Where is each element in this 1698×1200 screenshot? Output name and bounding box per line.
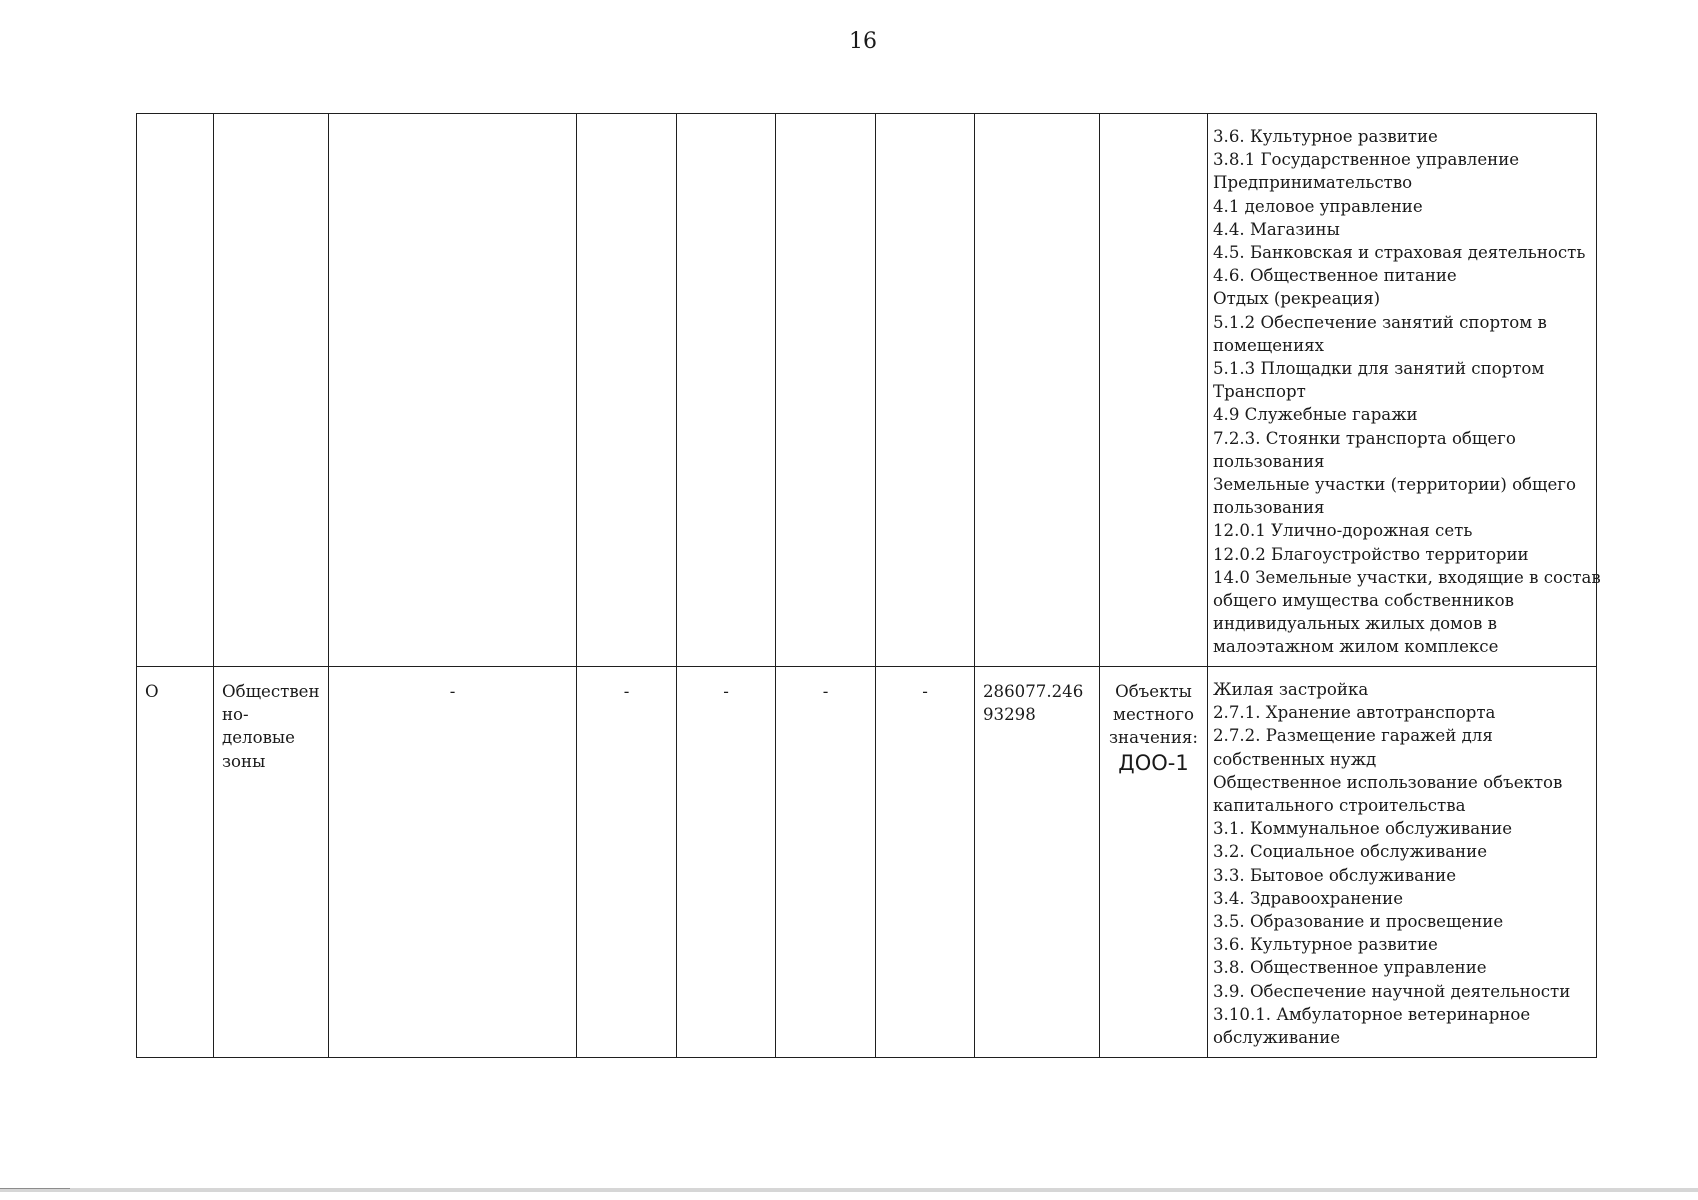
list-item: 3.1. Коммунальное обслуживание: [1213, 819, 1513, 839]
list-item: 3.2. Социальное обслуживание: [1213, 842, 1488, 862]
objects-cell: [1100, 114, 1208, 667]
list-item: 3.6. Культурное развитие: [1213, 127, 1438, 146]
list-item: 3.6. Культурное развитие: [1213, 935, 1438, 955]
list-item: Предпринимательство: [1213, 173, 1413, 193]
table-cell: [677, 114, 776, 667]
table-row: [137, 667, 1597, 1058]
list-item: капитального строительства: [1213, 796, 1466, 816]
list-item: Жилая застройка: [1213, 680, 1369, 699]
table-cell: -: [677, 667, 776, 1058]
table-cell: [577, 114, 677, 667]
list-item: пользования: [1213, 451, 1325, 471]
list-item: 3.10.1. Амбулаторное ветеринарное: [1213, 1004, 1531, 1024]
list-item: 12.0.2 Благоустройство территории: [1213, 544, 1529, 564]
zone-name-cell: Общественно-деловые зоны: [214, 667, 329, 1058]
list-item: обслуживание: [1213, 1028, 1341, 1048]
zone-name-cell: [214, 114, 329, 667]
scan-edge-rule: [0, 1188, 1698, 1192]
table-cell: [776, 114, 876, 667]
list-item: 3.5. Образование и просвещение: [1213, 912, 1504, 932]
list-item: индивидуальных жилых домов в: [1213, 614, 1497, 634]
table-row: [137, 114, 1597, 667]
list-item: Общественное использование объектов: [1213, 772, 1563, 792]
list-item: Земельные участки (территории) общего: [1213, 475, 1576, 495]
list-item: Отдых (рекреация): [1213, 289, 1381, 309]
list-item: собственных нужд: [1213, 749, 1377, 769]
object-reference: ДОО-1: [1118, 750, 1189, 775]
objects-label: Объекты местного значения:: [1109, 682, 1198, 748]
list-item: 3.8. Общественное управление: [1213, 958, 1487, 978]
table-cell: [329, 114, 577, 667]
list-item: помещениях: [1213, 335, 1324, 355]
area-cell: [975, 114, 1100, 667]
list-item: пользования: [1213, 498, 1325, 518]
list-item: 7.2.3. Стоянки транспорта общего: [1213, 428, 1516, 448]
list-item: 3.9. Обеспечение научной деятельности: [1213, 981, 1571, 1001]
list-item: 2.7.1. Хранение автотранспорта: [1213, 703, 1496, 723]
zone-code-cell: О: [137, 667, 214, 1058]
permitted-uses-cell: [1208, 667, 1597, 1058]
list-item: 4.4. Магазины: [1213, 219, 1340, 239]
list-item: 2.7.2. Размещение гаражей для: [1213, 726, 1493, 746]
table-cell: -: [876, 667, 975, 1058]
permitted-uses-list: [1213, 125, 1601, 659]
list-item: 12.0.1 Улично-дорожная сеть: [1213, 521, 1473, 541]
list-item: 4.1 деловое управление: [1213, 196, 1423, 216]
permitted-uses-cell: [1208, 114, 1601, 667]
list-item: 4.5. Банковская и страховая деятельность: [1213, 243, 1586, 263]
area-cell: 286077.24693298: [975, 667, 1100, 1058]
list-item: 3.8.1 Государственное управление: [1213, 150, 1520, 170]
table-cell: -: [776, 667, 876, 1058]
objects-cell: [1100, 667, 1208, 1058]
list-item: 4.9 Служебные гаражи: [1213, 405, 1418, 425]
list-item: 14.0 Земельные участки, входящие в состав: [1213, 567, 1601, 587]
table-cell: -: [329, 667, 577, 1058]
list-item: общего имущества собственников: [1213, 591, 1514, 611]
list-item: 4.6. Общественное питание: [1213, 266, 1457, 286]
zone-code-cell: [137, 114, 214, 667]
zones-table: [136, 113, 1601, 1058]
permitted-uses-list: [1213, 678, 1596, 1049]
list-item: 5.1.3 Площадки для занятий спортом: [1213, 359, 1545, 379]
table-cell: -: [577, 667, 677, 1058]
list-item: Транспорт: [1213, 382, 1306, 402]
page-number: 16: [849, 29, 877, 54]
list-item: 5.1.2 Обеспечение занятий спортом в: [1213, 312, 1547, 332]
scan-edge-mark: [0, 1188, 70, 1189]
list-item: малоэтажном жилом комплексе: [1213, 637, 1499, 657]
table-cell: [876, 114, 975, 667]
list-item: 3.4. Здравоохранение: [1213, 888, 1404, 908]
list-item: 3.3. Бытовое обслуживание: [1213, 865, 1457, 885]
